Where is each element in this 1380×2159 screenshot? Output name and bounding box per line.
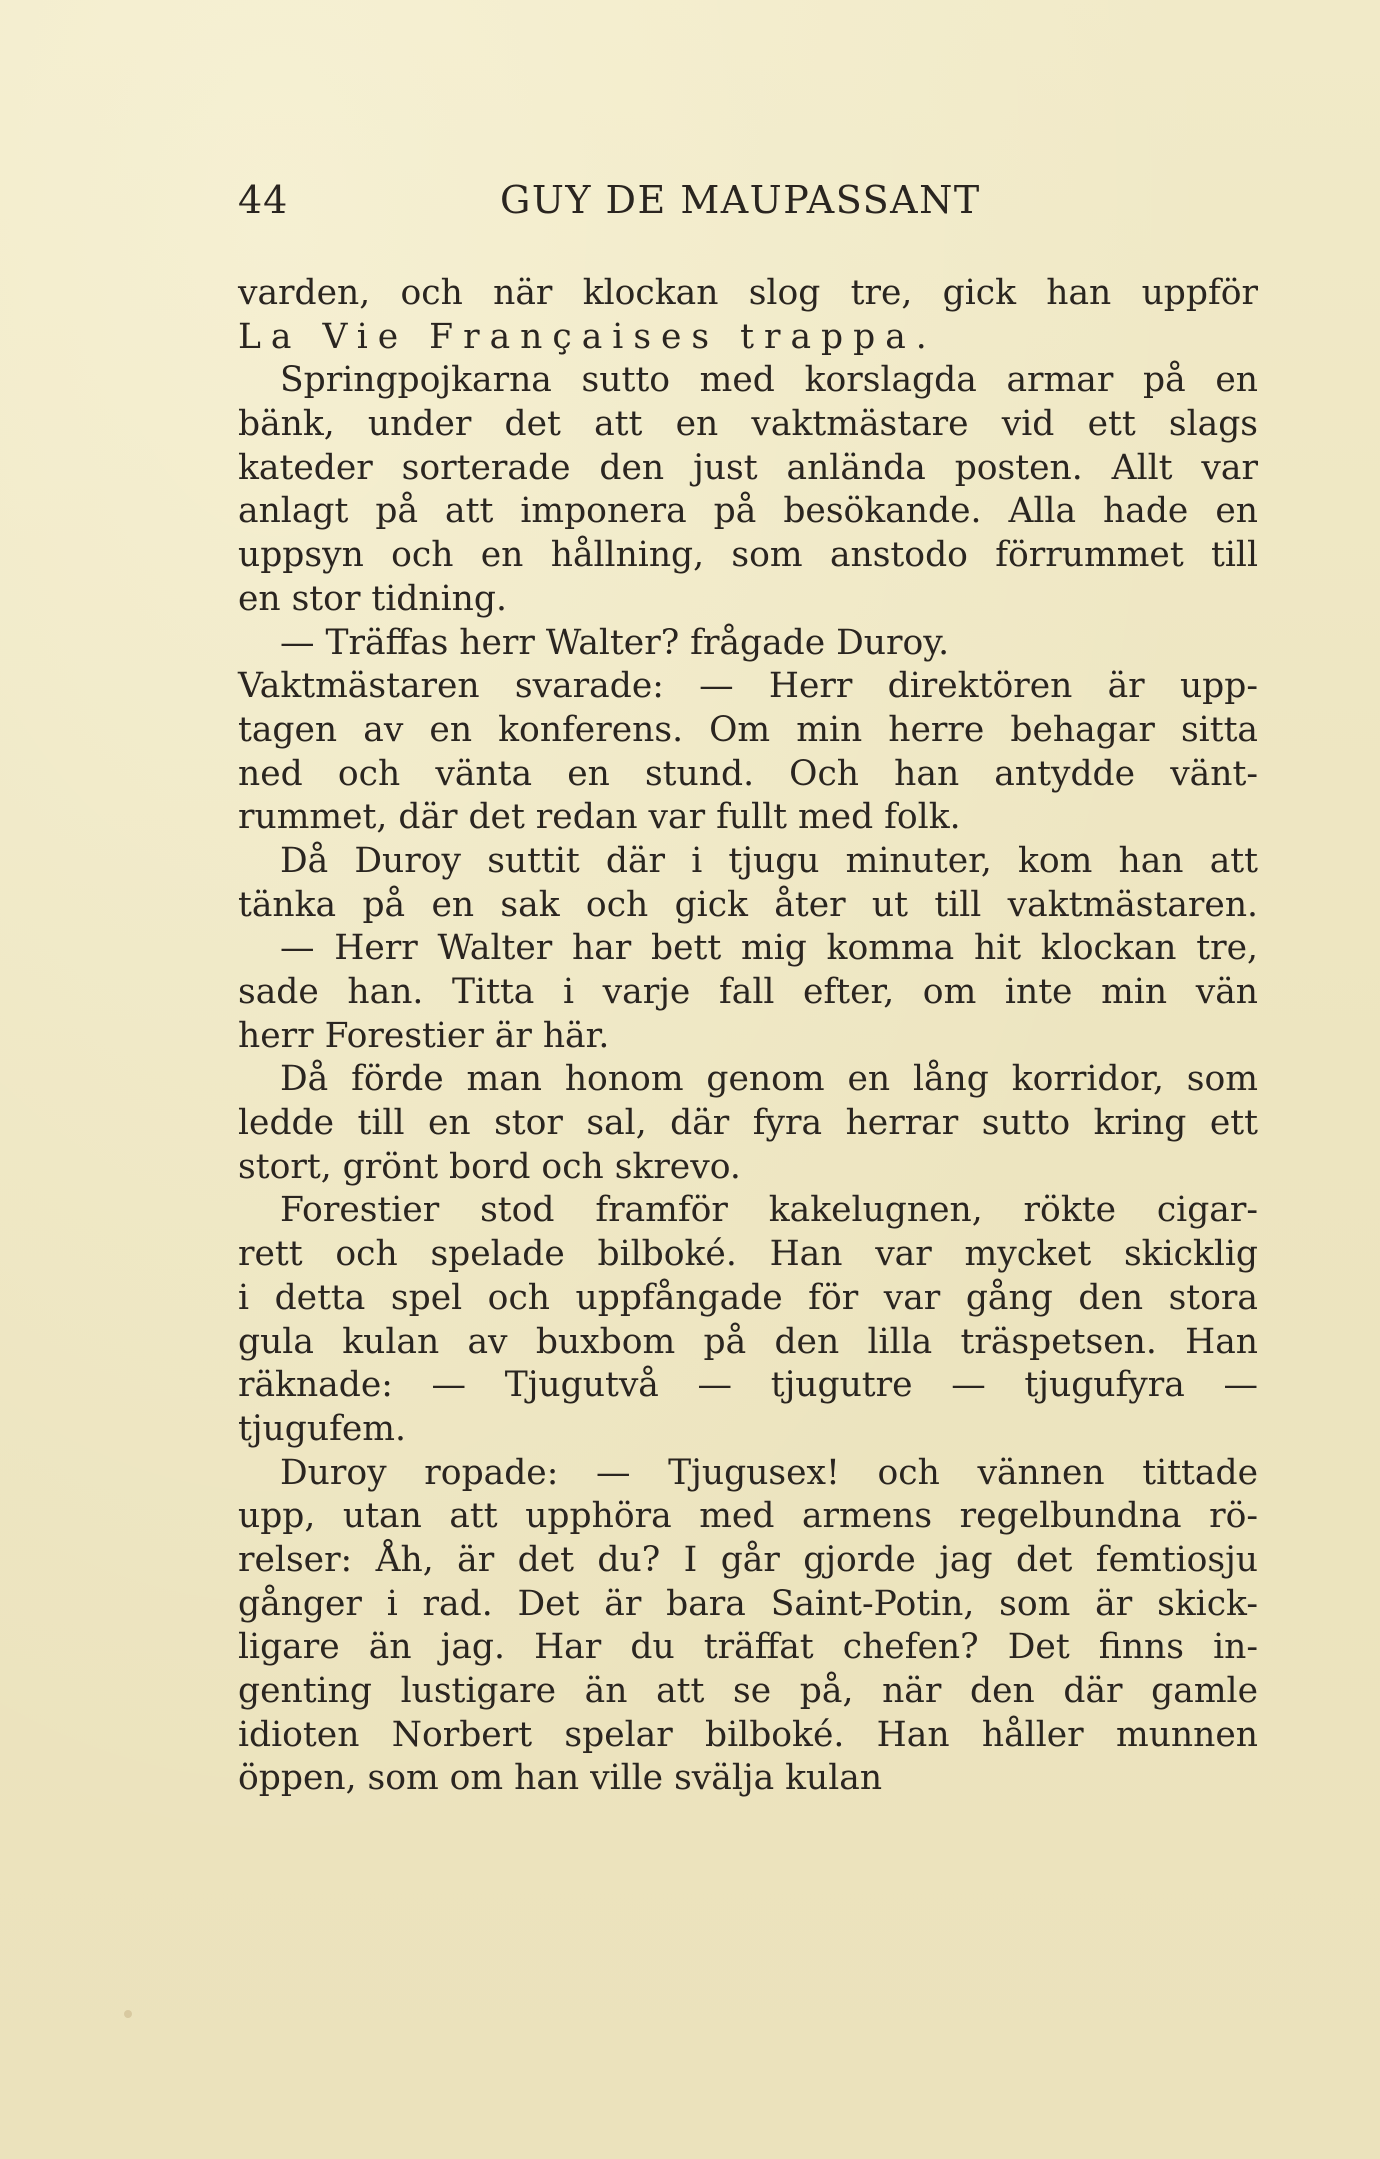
- body-text: [238, 272, 1258, 1801]
- text-line: uppsyn och en hållning, som anstodo förrummet till: [238, 535, 1258, 576]
- page-number: 44: [238, 178, 289, 222]
- text-line: gula kulan av buxbom på den lilla träspetsen. Han: [238, 1321, 1258, 1362]
- text-line: ned och vänta en stund. Och han antydde vänt-: [238, 753, 1258, 794]
- text-line: Forestier stod framför kakelugnen, rökte cigar-: [280, 1190, 1258, 1231]
- text-line: genting lustigare än att se på, när den där gamle: [238, 1671, 1258, 1711]
- text-line: La Vie Françaises trappa.: [238, 316, 937, 357]
- text-line: i detta spel och uppfångade för var gång den stora: [238, 1277, 1258, 1318]
- text-line: tänka på en sak och gick åter ut till vaktmästaren.: [238, 884, 1258, 925]
- text-line: en stor tidning.: [238, 578, 507, 619]
- text-line: rummet, där det redan var fullt med folk.: [238, 797, 961, 838]
- text-line: stort, grönt bord och skrevo.: [238, 1146, 741, 1187]
- paper-speck: [124, 2010, 132, 2018]
- text-line: tjugufem.: [238, 1408, 406, 1449]
- text-line: öppen, som om han ville svälja kulan: [238, 1758, 883, 1799]
- text-line: gånger i rad. Det är bara Saint-Potin, som är skick-: [238, 1583, 1258, 1624]
- page-header: [238, 178, 998, 238]
- text-line: räknade: — Tjugutvå — tjugutre — tjugufyra —: [238, 1365, 1258, 1406]
- text-line: rett och spelade bilboké. Han var mycket skicklig: [238, 1234, 1258, 1275]
- text-line: herr Forestier är här.: [238, 1015, 610, 1056]
- text-line: tagen av en konferens. Om min herre behagar sitta: [238, 709, 1258, 750]
- text-line: — Träffas herr Walter? frågade Duroy.: [280, 622, 950, 663]
- text-line: anlagt på att imponera på besökande. Alla hade en: [238, 491, 1258, 532]
- text-line: Springpojkarna sutto med korslagda armar på en: [280, 360, 1258, 401]
- text-line: ligare än jag. Har du träffat chefen? Det finns in-: [238, 1627, 1258, 1668]
- text-line: idioten Norbert spelar bilboké. Han håller munnen: [238, 1714, 1258, 1755]
- text-line: Vaktmästaren svarade: — Herr direktören är upp-: [238, 666, 1258, 707]
- running-title: GUY DE MAUPASSANT: [500, 178, 981, 222]
- text-line: varden, och när klockan slog tre, gick han uppför: [238, 273, 1258, 313]
- text-line: Då Duroy suttit där i tjugu minuter, kom han att: [280, 840, 1258, 881]
- text-line: Duroy ropade: — Tjugusex! och vännen tittade: [280, 1452, 1258, 1493]
- text-line: kateder sorterade den just anlända posten. Allt var: [238, 447, 1258, 488]
- text-line: ledde till en stor sal, där fyra herrar sutto kring ett: [238, 1103, 1258, 1144]
- text-line: relser: Åh, är det du? I går gjorde jag det femtiosju: [238, 1539, 1258, 1580]
- text-line: upp, utan att upphöra med armens regelbundna rö-: [238, 1496, 1258, 1537]
- text-line: — Herr Walter har bett mig komma hit klockan tre,: [280, 928, 1258, 969]
- text-line: Då förde man honom genom en lång korridor, som: [280, 1059, 1258, 1100]
- text-line: sade han. Titta i varje fall efter, om inte min vän: [238, 972, 1258, 1012]
- text-line: bänk, under det att en vaktmästare vid ett slags: [238, 404, 1258, 445]
